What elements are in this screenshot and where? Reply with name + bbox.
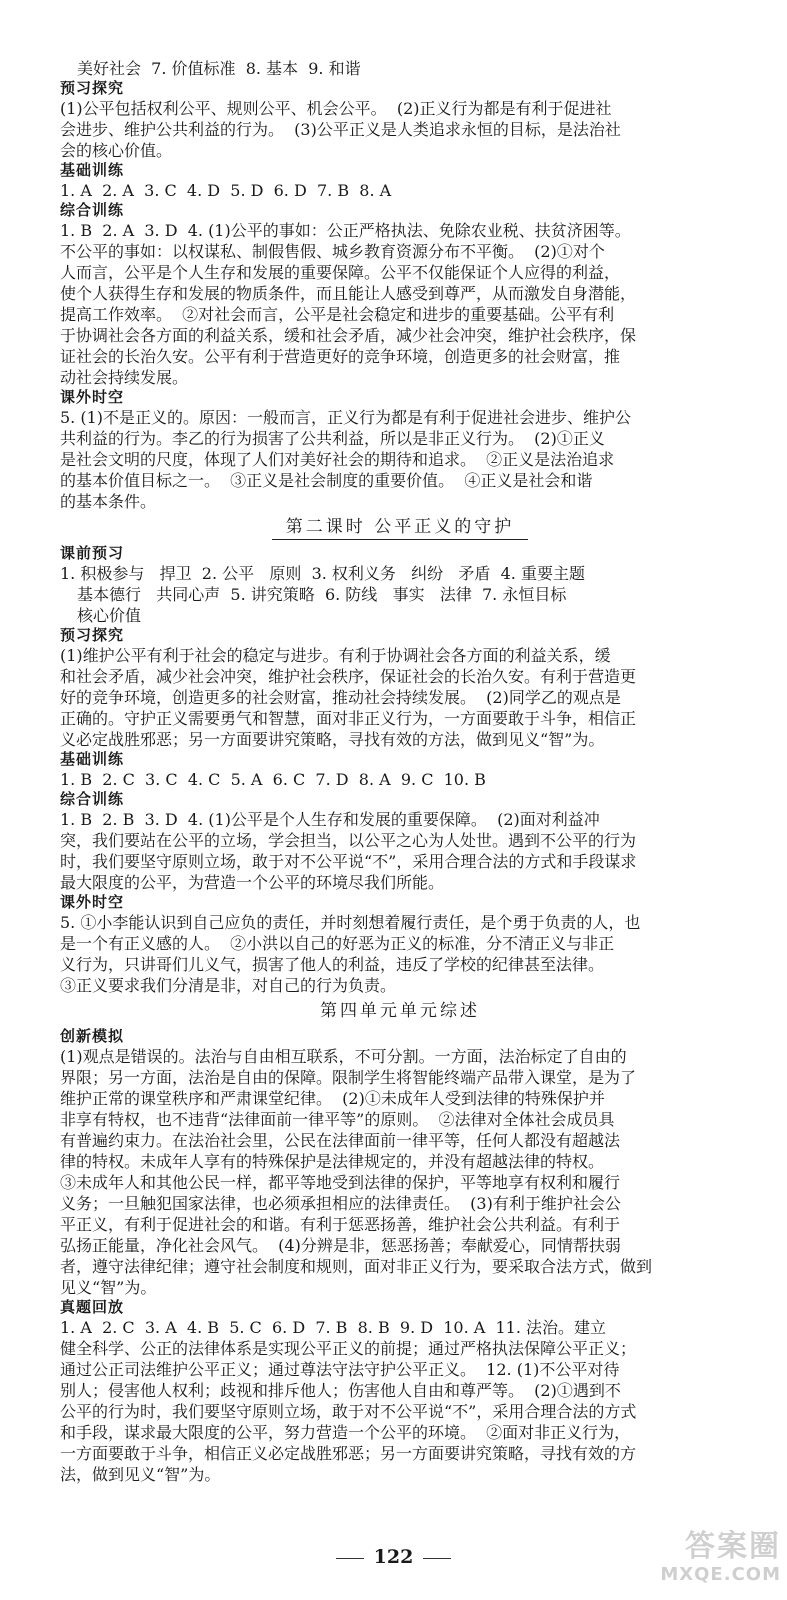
text-line: 义行为，只讲哥们儿义气，损害了他人的利益，违反了学校的纪律甚至法律。 (60, 955, 605, 974)
watermark-logo: 答案圈 MXQE.COM (660, 1529, 781, 1585)
text-line: 者，遵守法律纪律；遵守社会制度和规则，面对非正义行为，要采取合法方式，做到 (60, 1257, 653, 1276)
text-line: 别人；侵害他人权利；歧视和排斥他人；伤害他人自由和尊严等。 (2)①遇到不 (60, 1381, 621, 1400)
text-line: 使个人获得生存和发展的物质条件，而且能让人感受到尊严，从而激发自身潜能， (60, 284, 637, 303)
text-line: 1. B 2. A 3. D 4. (1)公平的事如：公正严格执法、免除农业税、扶贫济困等。 (60, 221, 631, 240)
lesson-title: 第二课时 公平正义的守护 (60, 516, 740, 540)
text-line: (1)维护公平有利于社会的稳定与进步。有利于协调社会各方面的利益关系，缓 (60, 646, 611, 665)
heading-real-exam-review: 真题回放 (60, 1298, 125, 1316)
text-line: 人而言，公平是个人生存和发展的重要保障。公平不仅能保证个人应得的利益， (60, 263, 621, 282)
text-line: 是一个有正义感的人。 ②小洪以自己的好恶为正义的标准，分不清正义与非正 (60, 934, 615, 953)
text-line: 1. A 2. A 3. C 4. D 5. D 6. D 7. B 8. A (60, 181, 392, 200)
text-line: 健全科学、公正的法律体系是实现公平正义的前提；通过严格执法保障公平正义； (60, 1339, 637, 1358)
text-line: 时，我们要坚守原则立场，敢于对不公平说“不”，采用合理合法的方式和手段谋求 (60, 852, 637, 871)
heading-extracurricular: 课外时空 (60, 388, 125, 406)
text-line: 义必定战胜邪恶；另一方面要讲究策略，寻找有效的方法，做到见义“智”为。 (60, 730, 605, 749)
text-line: 于协调社会各方面的利益关系，缓和社会矛盾，减少社会冲突，维护社会秩序，保 (60, 326, 637, 345)
text-line: 和手段，谋求最大限度的公平，努力营造一个公平的环境。 ②面对非正义行为， (60, 1423, 631, 1442)
page-number: 122 (0, 1546, 787, 1568)
heading-comprehensive-training: 综合训练 (60, 201, 125, 219)
text-line: 1. B 2. C 3. C 4. C 5. A 6. C 7. D 8. A 9. C 10. B (60, 770, 486, 789)
dash-right (423, 1558, 451, 1559)
heading-basic-training: 基础训练 (60, 161, 125, 179)
text-line: 1. A 2. C 3. A 4. B 5. C 6. D 7. B 8. B 9. D 10. A 11. 法治。建立 (60, 1318, 607, 1337)
text-line: (1)观点是错误的。法治与自由相互联系，不可分割。一方面，法治标定了自由的 (60, 1047, 627, 1066)
text-line: 是社会文明的尺度，体现了人们对美好社会的期待和追求。 ②正义是法治追求 (60, 450, 615, 469)
text-line: 突，我们要站在公平的立场，学会担当，以公平之心为人处世。遇到不公平的行为 (60, 831, 637, 850)
text-line: ③正义要求我们分清是非，对自己的行为负责。 (60, 976, 397, 995)
text-line: 一方面要敢于斗争，相信正义必定战胜邪恶；另一方面要讲究策略，寻找有效的方 (60, 1444, 637, 1463)
text-line: 的基本条件。 (60, 492, 157, 511)
text-line: 平正义，有利于促进社会的和谐。有利于惩恶扬善，维护社会公共利益。有利于 (60, 1215, 621, 1234)
heading-extracurricular: 课外时空 (60, 893, 125, 911)
text-line: 证社会的长治久安。公平有利于营造更好的竞争环境，创造更多的社会财富，推 (60, 347, 621, 366)
heading-innovation-simulation: 创新模拟 (60, 1027, 125, 1045)
text-line: 5. (1)不是正义的。原因：一般而言，正义行为都是有利于促进社会进步、维护公 (60, 408, 632, 427)
text-line: 和社会矛盾，减少社会冲突，维护社会秩序，保证社会的长治久安。有利于营造更 (60, 667, 637, 686)
text-line: 公平的行为时，我们要坚守原则立场，敢于对不公平说“不”，采用合理合法的方式 (60, 1402, 637, 1421)
text-line: 非享有特权，也不违背“法律面前一律平等”的原则。 ②法律对全体社会成员具 (60, 1110, 615, 1129)
text-line: 界限；另一方面，法治是自由的保障。限制学生将智能终端产品带入课堂，是为了 (60, 1068, 637, 1087)
text-line: 不公平的事如：以权谋私、制假售假、城乡教育资源分布不平衡。 (2)①对个 (60, 242, 605, 261)
text-line: 好的竞争环境，创造更多的社会财富，推动社会持续发展。 (2)同学乙的观点是 (60, 688, 621, 707)
text-line: 1. B 2. B 3. D 4. (1)公平是个人生存和发展的重要保障。 (2)面对利益冲 (60, 810, 600, 829)
document-body (60, 58, 740, 1485)
heading-preview-explore: 预习探究 (60, 79, 125, 97)
heading-preview-explore: 预习探究 (60, 626, 125, 644)
text-line: 通过公正司法维护公平正义；通过尊法守法守护公平正义。 12. (1)不公平对待 (60, 1360, 620, 1379)
text-line: 最大限度的公平，为营造一个公平的环境尽我们所能。 (60, 873, 445, 892)
text-line: ③未成年人和其他公民一样，都平等地受到法律的保护，平等地享有权利和履行 (60, 1173, 621, 1192)
section-lesson-two (60, 544, 740, 996)
text-line: (1)公平包括权利公平、规则公平、机会公平。 (2)正义行为都是有利于促进社 (60, 99, 612, 118)
section-unit-summary (60, 1027, 740, 1485)
text-line: 维护正常的课堂秩序和严肃课堂纪律。 (2)①未成年人受到法律的特殊保护并 (60, 1089, 605, 1108)
text-line: 会的核心价值。 (60, 141, 173, 160)
text-line: 核心价值 (77, 606, 142, 625)
text-line: 共利益的行为。李乙的行为损害了公共利益，所以是非正义行为。 (2)①正义 (60, 429, 605, 448)
text-line: 见义“智”为。 (60, 1278, 157, 1297)
unit-summary-title: 第四单元单元综述 (320, 1001, 480, 1021)
heading-basic-training: 基础训练 (60, 750, 125, 768)
text-line: 动社会持续发展。 (60, 368, 189, 387)
text-line: 提高工作效率。 ②对社会而言，公平是社会稳定和进步的重要基础。公平有利 (60, 305, 615, 324)
text-line: 美好社会 7. 价值标准 8. 基本 9. 和谐 (77, 59, 361, 78)
section-unit-answers-part1 (60, 58, 740, 512)
text-line: 1. 积极参与 捍卫 2. 公平 原则 3. 权利义务 纠纷 矛盾 4. 重要主题 (60, 564, 585, 583)
text-line: 会进步、维护公共利益的行为。 (3)公平正义是人类追求永恒的目标，是法治社 (60, 120, 621, 139)
text-line: 正确的。守护正义需要勇气和智慧，面对非正义行为，一方面要敢于斗争，相信正 (60, 709, 637, 728)
text-line: 5. ①小李能认识到自己应负的责任，并时刻想着履行责任，是个勇于负责的人，也 (60, 913, 641, 932)
text-line: 弘扬正能量，净化社会风气。 (4)分辨是非，惩恶扬善；奉献爱心，同情帮扶弱 (60, 1236, 621, 1255)
text-line: 基本德行 共同心声 5. 讲究策略 6. 防线 事实 法律 7. 永恒目标 (77, 585, 567, 604)
heading-pre-class: 课前预习 (60, 544, 125, 562)
text-line: 的基本价值目标之一。 ③正义是社会制度的重要价值。 ④正义是社会和谐 (60, 471, 593, 490)
text-line: 义务；一旦触犯国家法律，也必须承担相应的法律责任。 (3)有利于维护社会公 (60, 1194, 621, 1213)
text-line: 法，做到见义“智”为。 (60, 1465, 221, 1484)
dash-left (336, 1558, 364, 1559)
text-line: 有普遍约束力。在法治社会里，公民在法律面前一律平等，任何人都没有超越法 (60, 1131, 621, 1150)
text-line: 律的特权。未成年人享有的特殊保护是法律规定的，并没有超越法律的特权。 (60, 1152, 605, 1171)
heading-comprehensive-training: 综合训练 (60, 790, 125, 808)
